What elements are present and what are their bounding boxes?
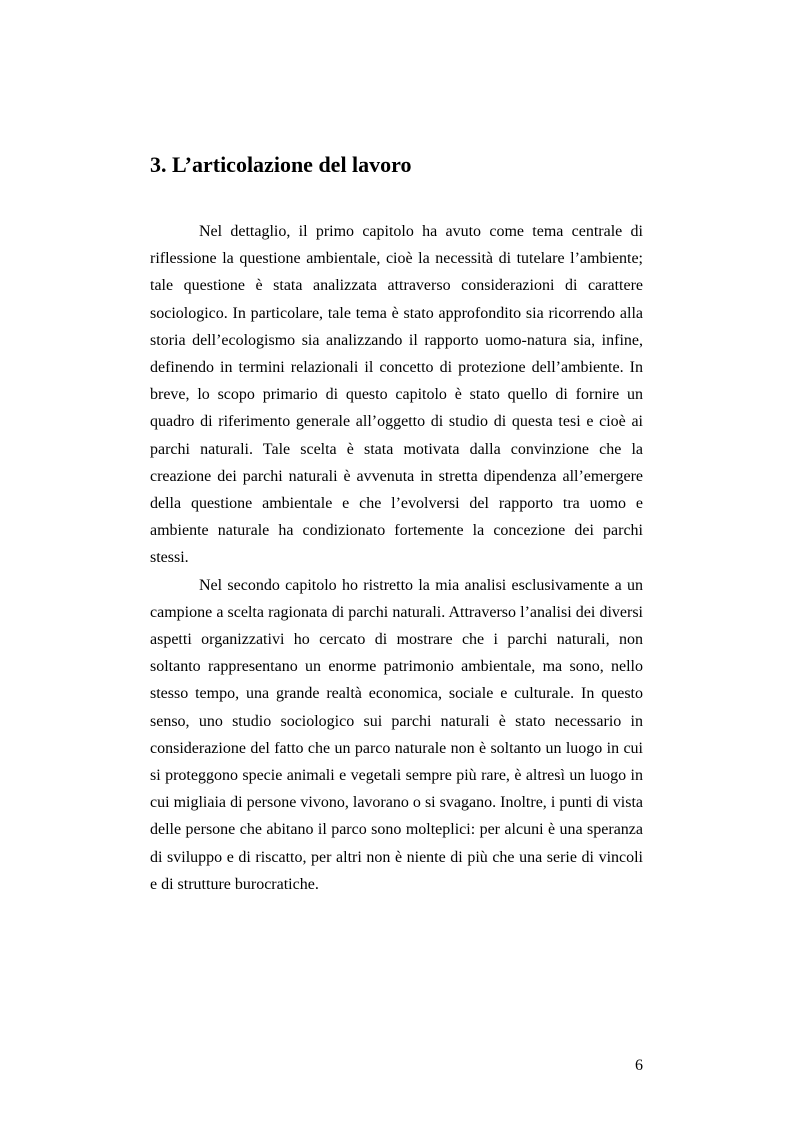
body-text (150, 218, 643, 898)
page-number: 6 (635, 1057, 643, 1074)
paragraph-first-chapter: Nel dettaglio, il primo capitolo ha avuto come tema centrale di riflessione la questione ambientale, cioè la necessità di tutelare l’ambiente; tale questione è stata analizzata attraverso considerazioni di carattere sociologico. In particolare, tale tema è stato approfondito sia ricorrendo alla storia dell’ecologismo sia analizzando il rapporto uomo-natura sia, infine, definendo in termini relazionali il concetto di protezione dell’ambiente. In breve, lo scopo primario di questo capitolo è stato quello di fornire un quadro di riferimento generale all’oggetto di studio di questa tesi e cioè ai parchi naturali. Tale scelta è stata motivata dalla convinzione che la creazione dei parchi naturali è avvenuta in stretta dipendenza all’emergere della questione ambientale e che l’evolversi del rapporto tra uomo e ambiente naturale ha condizionato fortemente la concezione dei parchi stessi. (150, 223, 643, 567)
paragraph-second-chapter: Nel secondo capitolo ho ristretto la mia analisi esclusivamente a un campione a scelta ragionata di parchi naturali. Attraverso l’analisi dei diversi aspetti organizzativi ho cercato di mostrare che i parchi naturali, non soltanto rappresentano un enorme patrimonio ambientale, ma sono, nello stesso tempo, una grande realtà economica, sociale e culturale. In questo senso, uno studio sociologico sui parchi naturali è stato necessario in considerazione del fatto che un parco naturale non è soltanto un luogo in cui si proteggono specie animali e vegetali sempre più rare, è altresì un luogo in cui migliaia di persone vivono, lavorano o si svagano. Inoltre, i punti di vista delle persone che abitano il parco sono molteplici: per alcuni è una speranza di sviluppo e di riscatto, per altri non è niente di più che una serie di vincoli e di strutture burocratiche. (150, 576, 643, 893)
section-heading: 3. L’articolazione del lavoro (150, 152, 412, 177)
